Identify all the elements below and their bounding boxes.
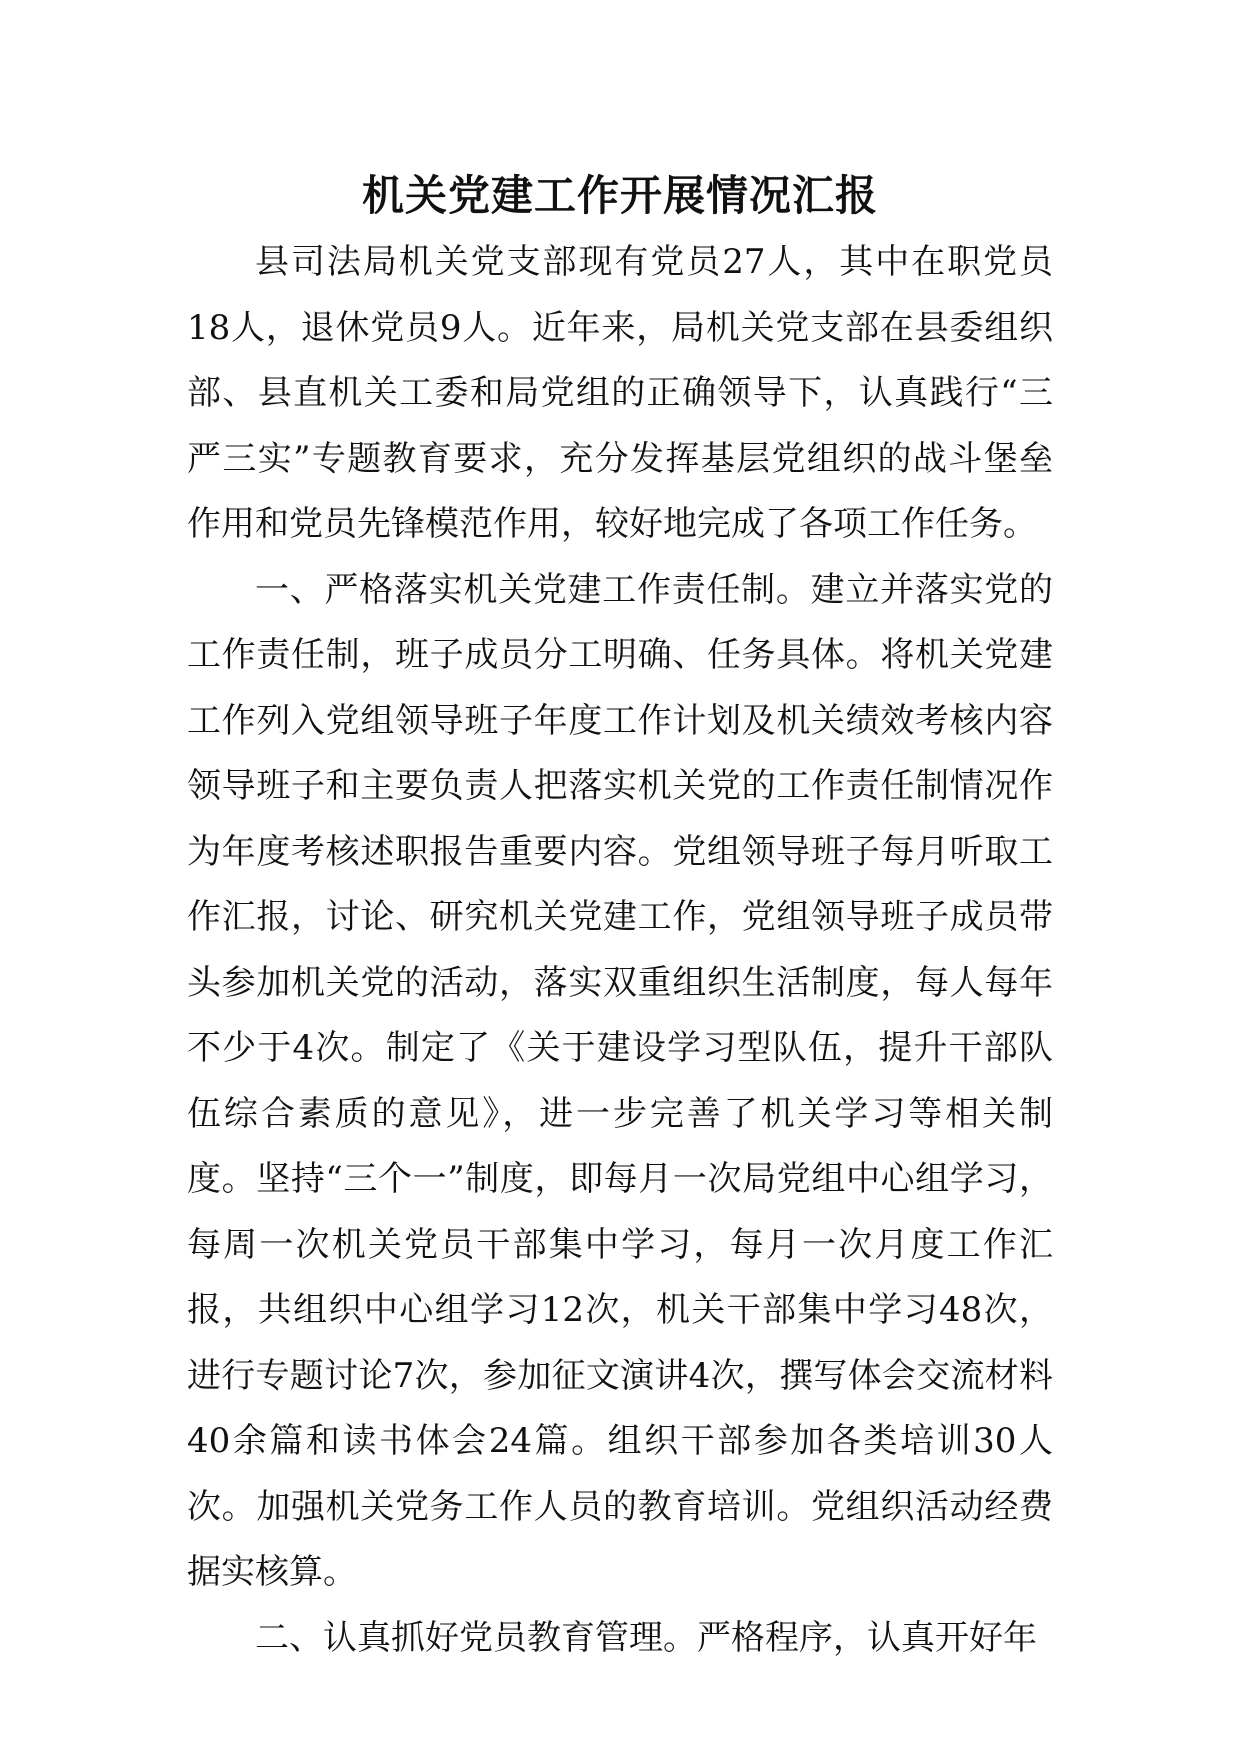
document-body — [187, 230, 1053, 1671]
paragraph-intro: 县司法局机关党支部现有党员27人，其中在职党员18人，退休党员9人。近年来，局机关党支部在县委组织部、县直机关工委和局党组的正确领导下，认真践行“三严三实”专题教育要求，充分发挥基层党组织的战斗堡垒作用和党员先锋模范作用，较好地完成了各项工作任务。 — [187, 242, 1053, 544]
paragraph-section-one: 一、严格落实机关党建工作责任制。建立并落实党的工作责任制，班子成员分工明确、任务具体。将机关党建工作列入党组领导班子年度工作计划及机关绩效考核内容领导班子和主要负责人把落实机关党的工作责任制情况作为年度考核述职报告重要内容。党组领导班子每月听取工作汇报，讨论、研究机关党建工作，党组领导班子成员带头参加机关党的活动，落实双重组织生活制度，每人每年不少于4次。制定了《关于建设学习型队伍，提升干部队伍综合素质的意见》，进一步完善了机关学习等相关制度。坚持“三个一”制度，即每月一次局党组中心组学习，每周一次机关党员干部集中学习，每月一次月度工作汇报，共组织中心组学习12次，机关干部集中学习48次，进行专题讨论7次，参加征文演讲4次，撰写体会交流材料40余篇和读书体会24篇。组织干部参加各类培训30人次。加强机关党务工作人员的教育培训。党组织活动经费据实核算。 — [187, 569, 1053, 1592]
paragraph-section-two: 二、认真抓好党员教育管理。严格程序，认真开好年 — [255, 1617, 1037, 1658]
document-title: 机关党建工作开展情况汇报 — [361, 171, 878, 220]
